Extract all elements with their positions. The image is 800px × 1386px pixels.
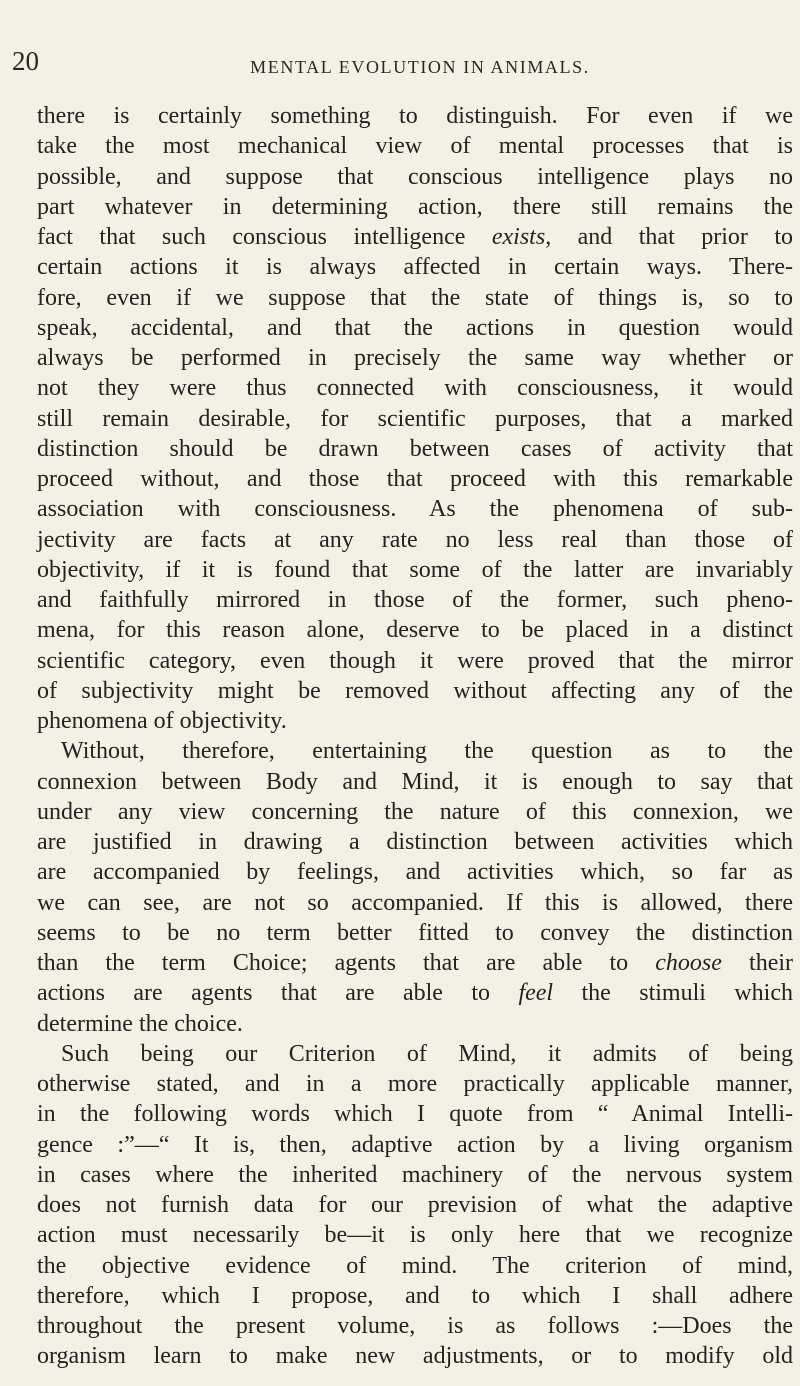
text-line: therefore, which I propose, and to which I shall adhere — [37, 1282, 793, 1309]
text-line: in cases where the inherited machinery of the nervous system — [37, 1161, 793, 1188]
text-line: possible, and suppose that conscious intelligence plays no — [37, 163, 793, 190]
text-line: certain actions it is always affected in certain ways. There- — [37, 254, 793, 281]
paragraph-end-line: determine the choice. — [37, 1010, 243, 1037]
page-number: 20 — [12, 46, 39, 76]
text-line: does not furnish data for our prevision of what the adaptive — [37, 1192, 793, 1218]
text-line: organism learn to make new adjustments, or to modify old — [37, 1343, 793, 1370]
text-line: jectivity are facts at any rate no less real than those of — [37, 526, 793, 553]
text-line: are justified in drawing a distinction between activities which — [37, 829, 793, 855]
text-line: seems to be no term better fitted to convey the distinction — [37, 919, 793, 946]
text-line: there is certainly something to distinguish. For even if we — [37, 103, 793, 129]
text-line: objectivity, if it is found that some of the latter are invariably — [37, 556, 793, 583]
text-line: are accompanied by feelings, and activities which, so far as — [37, 859, 793, 886]
paragraph-end-line: phenomena of objectivity. — [37, 708, 287, 734]
text-line: throughout the present volume, is as follows :—Does the — [37, 1313, 793, 1339]
text-line: we can see, are not so accompanied. If this is allowed, there — [37, 889, 793, 916]
text-line: connexion between Body and Mind, it is enough to say that — [37, 768, 793, 795]
text-line: the objective evidence of mind. The criterion of mind, — [37, 1252, 793, 1279]
text-line: actions are agents that are able to feel the stimuli which — [37, 980, 794, 1007]
text-line: association with consciousness. As the phenomena of sub- — [37, 496, 793, 523]
text-line: of subjectivity might be removed without affecting any of the — [37, 677, 793, 704]
text-line: gence :”—“ It is, then, adaptive action by a living organism — [37, 1131, 793, 1158]
text-line: fore, even if we suppose that the state of things is, so to — [37, 284, 793, 311]
paragraph-start-line: Without, therefore, entertaining the question as to the — [61, 738, 793, 765]
text-line: distinction should be drawn between cases of activity that — [37, 435, 793, 462]
text-line: otherwise stated, and in a more practically applicable manner, — [37, 1071, 793, 1097]
text-line: mena, for this reason alone, deserve to be placed in a distinct — [37, 617, 793, 644]
text-line: part whatever in determining action, there still remains the — [37, 193, 793, 220]
text-line: than the term Choice; agents that are able to choose their — [37, 950, 794, 976]
text-line: take the most mechanical view of mental processes that is — [37, 133, 793, 160]
text-line: speak, accidental, and that the actions in question would — [37, 314, 793, 341]
text-line: always be performed in precisely the same way whether or — [37, 345, 793, 371]
text-line: proceed without, and those that proceed with this remarkable — [37, 466, 793, 492]
text-line: and faithfully mirrored in those of the former, such pheno- — [37, 587, 793, 613]
text-line: action must necessarily be—it is only here that we recognize — [37, 1222, 793, 1249]
paragraph-start-line: Such being our Criterion of Mind, it admits of being — [61, 1040, 793, 1067]
text-line: fact that such conscious intelligence exists, and that prior to — [37, 224, 793, 250]
body-text — [37, 101, 793, 1372]
text-line: under any view concerning the nature of this connexion, we — [37, 798, 793, 825]
text-line: in the following words which I quote from “ Animal Intelli- — [37, 1101, 793, 1128]
text-line: not they were thus connected with consciousness, it would — [37, 375, 793, 402]
text-line: still remain desirable, for scientific purposes, that a marked — [37, 405, 793, 432]
running-head-title: MENTAL EVOLUTION IN ANIMALS. — [250, 57, 590, 77]
text-line: scientific category, even though it were proved that the mirror — [37, 647, 793, 674]
